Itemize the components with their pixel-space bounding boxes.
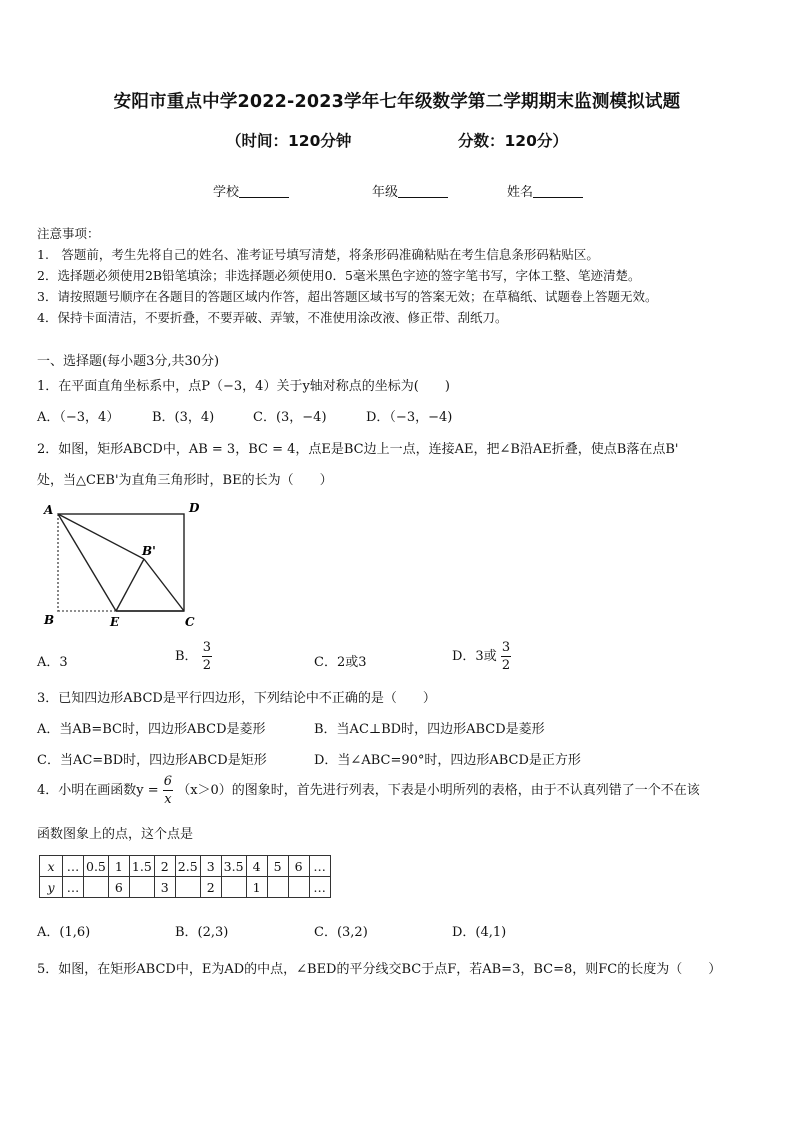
q1-option-b[interactable]: B．(3，4) — [152, 410, 215, 425]
q4-value-table — [39, 855, 331, 898]
note-item: 1. 答题前，考生先将自己的姓名、准考证号填写清楚，将条形码准确粘贴在考生信息条形码粘贴区。 — [37, 247, 599, 262]
exam-time: （时间：120分钟 — [226, 132, 352, 150]
note-item: 3．请按照题号顺序在各题目的答题区域内作答，超出答题区域书写的答案无效；在草稿纸、试题卷上答题无效。 — [37, 289, 658, 304]
label-d: D — [189, 501, 200, 515]
table-cell — [288, 877, 309, 898]
q2-option-c[interactable]: C．2或3 — [314, 655, 367, 670]
q2-figure — [40, 498, 200, 630]
grade-blank[interactable] — [398, 184, 448, 198]
q4-stem-line2: 函数图象上的点，这个点是 — [37, 827, 194, 842]
table-cell — [221, 877, 246, 898]
q4-option-c[interactable]: C．(3,2) — [314, 925, 368, 940]
table-cell: 0.5 — [84, 856, 109, 877]
q1-option-d[interactable]: D．（−3，−4) — [366, 410, 453, 425]
section-heading: 一、选择题(每小题3分,共30分) — [37, 354, 220, 369]
table-cell: 2 — [200, 877, 221, 898]
table-cell — [129, 877, 154, 898]
q4-stem-post: （x＞0）的图象时，首先进行列表，下表是小明所列的表格，由于不认真列错了一个不在该 — [177, 783, 700, 798]
q2-option-b[interactable] — [175, 641, 212, 672]
table-cell: y — [40, 877, 63, 898]
q1-stem: 1．在平面直角坐标系中，点P（−3，4）关于y轴对称点的坐标为( ) — [37, 379, 450, 394]
table-cell: 6 — [288, 856, 309, 877]
grade-label: 年级 — [372, 185, 399, 200]
table-cell: 2.5 — [175, 856, 200, 877]
school-field[interactable] — [213, 181, 289, 200]
table-cell: 1 — [108, 856, 129, 877]
table-cell: … — [63, 856, 84, 877]
segment-b1c — [144, 559, 184, 611]
table-cell: … — [309, 856, 330, 877]
q2-option-d[interactable] — [452, 641, 511, 672]
table-row-x — [40, 856, 331, 877]
label-b: B — [44, 613, 55, 627]
q2-option-d-label: D．3或 — [452, 649, 497, 664]
label-e: E — [110, 615, 120, 629]
q4-stem-line1 — [37, 775, 700, 806]
table-row-y — [40, 877, 331, 898]
q4-option-d[interactable]: D．(4,1) — [452, 925, 507, 940]
table-cell: 1 — [246, 877, 267, 898]
table-cell: … — [63, 877, 84, 898]
table-cell — [84, 877, 109, 898]
label-a: A — [44, 503, 54, 517]
table-cell: 5 — [267, 856, 288, 877]
q3-option-d[interactable]: D．当∠ABC=90°时，四边形ABCD是正方形 — [314, 753, 581, 768]
table-cell: x — [40, 856, 63, 877]
table-cell: 3 — [200, 856, 221, 877]
school-label: 学校 — [213, 185, 240, 200]
rectangle-abcd — [58, 514, 184, 611]
notes-heading: 注意事项： — [37, 226, 100, 241]
fraction-6-x: $\frac{6}{x}$ — [163, 774, 173, 807]
label-b1: B' — [142, 544, 156, 558]
q3-option-c[interactable]: C．当AC=BD时，四边形ABCD是矩形 — [37, 753, 267, 768]
q4-stem-pre: 4．小明在画函数y = — [37, 783, 159, 798]
grade-field[interactable] — [372, 181, 448, 200]
q1-option-c[interactable]: C．(3，−4) — [253, 410, 327, 425]
fraction-3-2: $\frac{3}{2}$ — [202, 640, 211, 673]
note-item: 2．选择题必须使用2B铅笔填涂；非选择题必须使用0．5毫米黑色字迹的签字笔书写，字体工整、笔迹清楚。 — [37, 268, 641, 283]
q2-option-a[interactable]: A．3 — [37, 655, 68, 670]
fraction-3-2: $\frac{3}{2}$ — [501, 640, 511, 673]
q3-option-b[interactable]: B．当AC⊥BD时，四边形ABCD是菱形 — [314, 722, 545, 737]
name-blank[interactable] — [533, 184, 583, 198]
table-cell: 2 — [154, 856, 175, 877]
segment-eb1 — [116, 559, 144, 611]
q2-option-b-label: B． — [175, 649, 198, 664]
name-label: 姓名 — [507, 185, 534, 200]
table-cell — [175, 877, 200, 898]
table-cell: 3.5 — [221, 856, 246, 877]
table-cell — [267, 877, 288, 898]
table-cell: 6 — [108, 877, 129, 898]
q2-stem-line2: 处，当△CEB'为直角三角形时，BE的长为（ ） — [37, 473, 333, 488]
q2-stem-line1: 2．如图，矩形ABCD中，AB = 3，BC = 4，点E是BC边上一点，连接AE，把∠B沿AE折叠，使点B落在点B' — [37, 442, 679, 457]
note-item: 4．保持卡面清洁，不要折叠，不要弄破、弄皱，不准使用涂改液、修正带、刮纸刀。 — [37, 310, 508, 325]
label-c: C — [185, 615, 195, 629]
table-cell: 4 — [246, 856, 267, 877]
q5-stem: 5．如图，在矩形ABCD中，E为AD的中点，∠BED的平分线交BC于点F，若AB=3，BC=8，则FC的长度为（ ） — [37, 962, 722, 977]
q3-stem: 3．已知四边形ABCD是平行四边形，下列结论中不正确的是（ ） — [37, 691, 436, 706]
name-field[interactable] — [507, 181, 583, 200]
table-cell: … — [309, 877, 330, 898]
school-blank[interactable] — [239, 184, 289, 198]
q3-option-a[interactable]: A．当AB=BC时，四边形ABCD是菱形 — [37, 722, 266, 737]
exam-score: 分数：120分） — [458, 132, 568, 150]
table-cell: 3 — [154, 877, 175, 898]
q1-option-a[interactable]: A．（−3，4） — [37, 410, 120, 425]
q4-option-a[interactable]: A．(1,6) — [37, 925, 91, 940]
page-title: 安阳市重点中学2022-2023学年七年级数学第二学期期末监测模拟试题 — [113, 92, 681, 112]
table-cell: 1.5 — [129, 856, 154, 877]
q4-option-b[interactable]: B．(2,3) — [175, 925, 229, 940]
